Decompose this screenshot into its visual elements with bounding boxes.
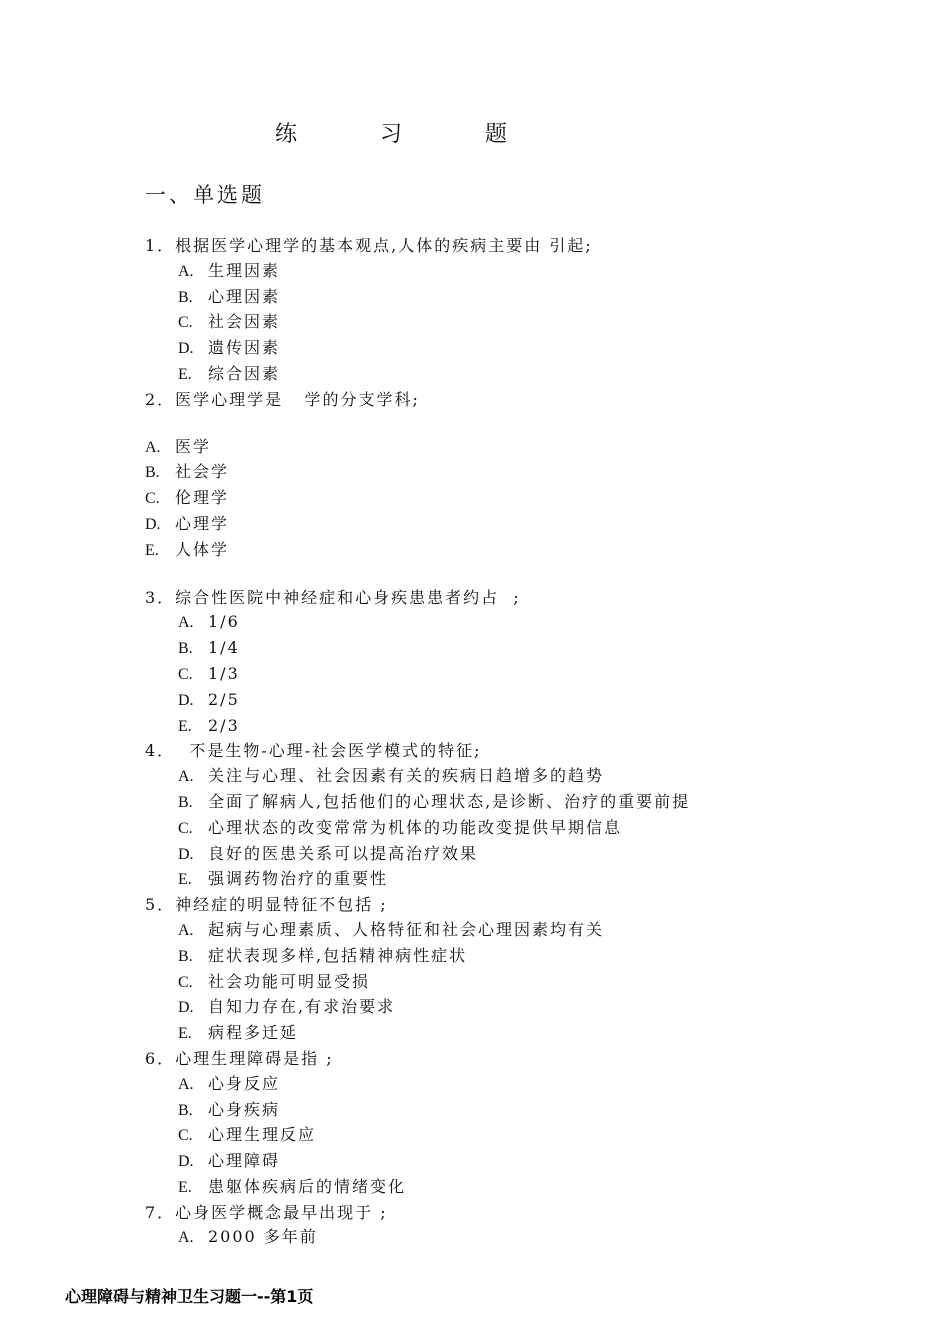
page-footer: 心理障碍与精神卫生习题一--第1页 <box>65 1287 314 1306</box>
option-letter: A. <box>178 262 194 280</box>
option-letter: B. <box>145 464 160 482</box>
option-letter: B. <box>178 640 193 658</box>
option-letter: D. <box>145 515 161 533</box>
option-a <box>145 435 905 461</box>
option-list <box>145 1072 905 1201</box>
option-text: 患躯体疾病后的情绪变化 <box>208 1176 407 1196</box>
option-b <box>178 790 905 816</box>
option-text: 心理因素 <box>208 286 281 306</box>
option-a <box>178 918 905 944</box>
option-letter: A. <box>178 1229 194 1247</box>
option-letter: A. <box>178 614 194 632</box>
option-d <box>178 688 905 714</box>
question-stem: 6．心理生理障碍是指 ; <box>145 1048 334 1068</box>
question-1 <box>145 234 905 388</box>
option-text: 1/4 <box>208 638 240 658</box>
option-letter: D. <box>178 999 194 1017</box>
option-letter: A. <box>178 1075 194 1093</box>
option-letter: A. <box>178 921 194 939</box>
option-letter: B. <box>178 1101 193 1119</box>
option-letter: E. <box>178 365 192 383</box>
question-4 <box>145 739 905 893</box>
question-2 <box>145 388 905 564</box>
option-text: 病程多迁延 <box>208 1023 299 1043</box>
option-d <box>178 842 905 868</box>
option-text: 心理学 <box>175 513 230 533</box>
option-text: 关注与心理、社会因素有关的疾病日趋增多的趋势 <box>208 766 605 786</box>
option-b <box>145 460 905 486</box>
option-letter: D. <box>178 340 194 358</box>
option-letter: E. <box>178 871 192 889</box>
option-b <box>178 944 905 970</box>
option-d <box>178 995 905 1021</box>
question-stem: 4． 不是生物-心理-社会医学模式的特征; <box>145 741 482 761</box>
option-e <box>178 1021 905 1047</box>
option-e <box>178 362 905 388</box>
option-e <box>178 1175 905 1201</box>
option-text: 强调药物治疗的重要性 <box>208 869 389 889</box>
option-list <box>145 435 905 564</box>
option-text: 症状表现多样,包括精神病性症状 <box>208 945 468 965</box>
option-d <box>178 1149 905 1175</box>
question-list <box>145 234 905 1251</box>
option-text: 心理障碍 <box>208 1151 281 1171</box>
option-list <box>145 764 905 893</box>
option-b <box>178 636 905 662</box>
question-stem: 5．神经症的明显特征不包括 ; <box>145 895 388 915</box>
option-letter: B. <box>178 947 193 965</box>
option-d <box>178 336 905 362</box>
option-text: 2/5 <box>208 689 240 709</box>
option-text: 综合因素 <box>208 363 281 383</box>
option-text: 心身反应 <box>208 1073 281 1093</box>
option-text: 社会学 <box>175 462 230 482</box>
option-letter: E. <box>178 1178 192 1196</box>
option-text: 遗传因素 <box>208 338 281 358</box>
option-a <box>178 1072 905 1098</box>
option-text: 心理生理反应 <box>208 1125 317 1145</box>
question-5 <box>145 893 905 1047</box>
option-letter: D. <box>178 691 194 709</box>
option-list <box>145 610 905 739</box>
option-text: 心理状态的改变常常为机体的功能改变提供早期信息 <box>208 817 623 837</box>
option-text: 良好的医患关系可以提高治疗效果 <box>208 843 479 863</box>
option-c <box>178 310 905 336</box>
question-stem: 1．根据医学心理学的基本观点,人体的疾病主要由 引起; <box>145 236 593 255</box>
option-letter: C. <box>178 314 193 332</box>
section-heading: 一、单选题 <box>145 183 265 207</box>
option-a <box>178 764 905 790</box>
option-letter: A. <box>178 768 194 786</box>
option-letter: D. <box>178 845 194 863</box>
option-letter: C. <box>145 490 160 508</box>
option-text: 社会功能可明显受损 <box>208 971 371 991</box>
option-letter: C. <box>178 973 193 991</box>
option-letter: D. <box>178 1153 194 1171</box>
option-c <box>178 970 905 996</box>
option-a <box>178 610 905 636</box>
option-a <box>178 1225 905 1251</box>
option-letter: C. <box>178 819 193 837</box>
question-stem: 7．心身医学概念最早出现于 ; <box>145 1202 388 1222</box>
option-text: 心身疾病 <box>208 1099 281 1119</box>
option-letter: C. <box>178 1127 193 1145</box>
option-list <box>145 259 905 388</box>
question-7 <box>145 1201 905 1252</box>
option-text: 1/6 <box>208 612 240 632</box>
option-e <box>178 714 905 740</box>
option-d <box>145 512 905 538</box>
option-letter: B. <box>178 793 193 811</box>
option-letter: B. <box>178 288 193 306</box>
option-e <box>145 538 905 564</box>
option-letter: E. <box>178 1025 192 1043</box>
option-text: 社会因素 <box>208 312 281 332</box>
option-letter: E. <box>178 717 192 735</box>
option-b <box>178 1098 905 1124</box>
option-e <box>178 867 905 893</box>
option-a <box>178 259 905 285</box>
option-c <box>178 816 905 842</box>
option-text: 医学 <box>175 436 212 456</box>
question-stem: 2．医学心理学是 学的分支学科; <box>145 389 420 409</box>
option-text: 2000 多年前 <box>208 1227 318 1247</box>
option-text: 自知力存在,有求治要求 <box>208 997 396 1017</box>
option-c <box>178 1123 905 1149</box>
option-text: 1/3 <box>208 663 240 683</box>
question-stem: 3．综合性医院中神经症和心身疾患患者约占 ; <box>145 587 521 607</box>
option-b <box>178 285 905 311</box>
option-c <box>145 486 905 512</box>
question-3 <box>145 586 905 740</box>
option-list <box>145 918 905 1047</box>
question-6 <box>145 1047 905 1201</box>
option-text: 人体学 <box>175 539 230 559</box>
page-title: 练 习 题 <box>275 122 545 147</box>
option-letter: C. <box>178 665 193 683</box>
option-letter: A. <box>145 438 161 456</box>
option-text: 生理因素 <box>208 260 281 280</box>
option-text: 2/3 <box>208 715 240 735</box>
option-letter: E. <box>145 541 159 559</box>
option-text: 起病与心理素质、人格特征和社会心理因素均有关 <box>208 919 605 939</box>
option-text: 伦理学 <box>175 488 230 508</box>
option-c <box>178 662 905 688</box>
option-list <box>145 1225 905 1251</box>
option-text: 全面了解病人,包括他们的心理状态,是诊断、治疗的重要前提 <box>208 791 691 811</box>
